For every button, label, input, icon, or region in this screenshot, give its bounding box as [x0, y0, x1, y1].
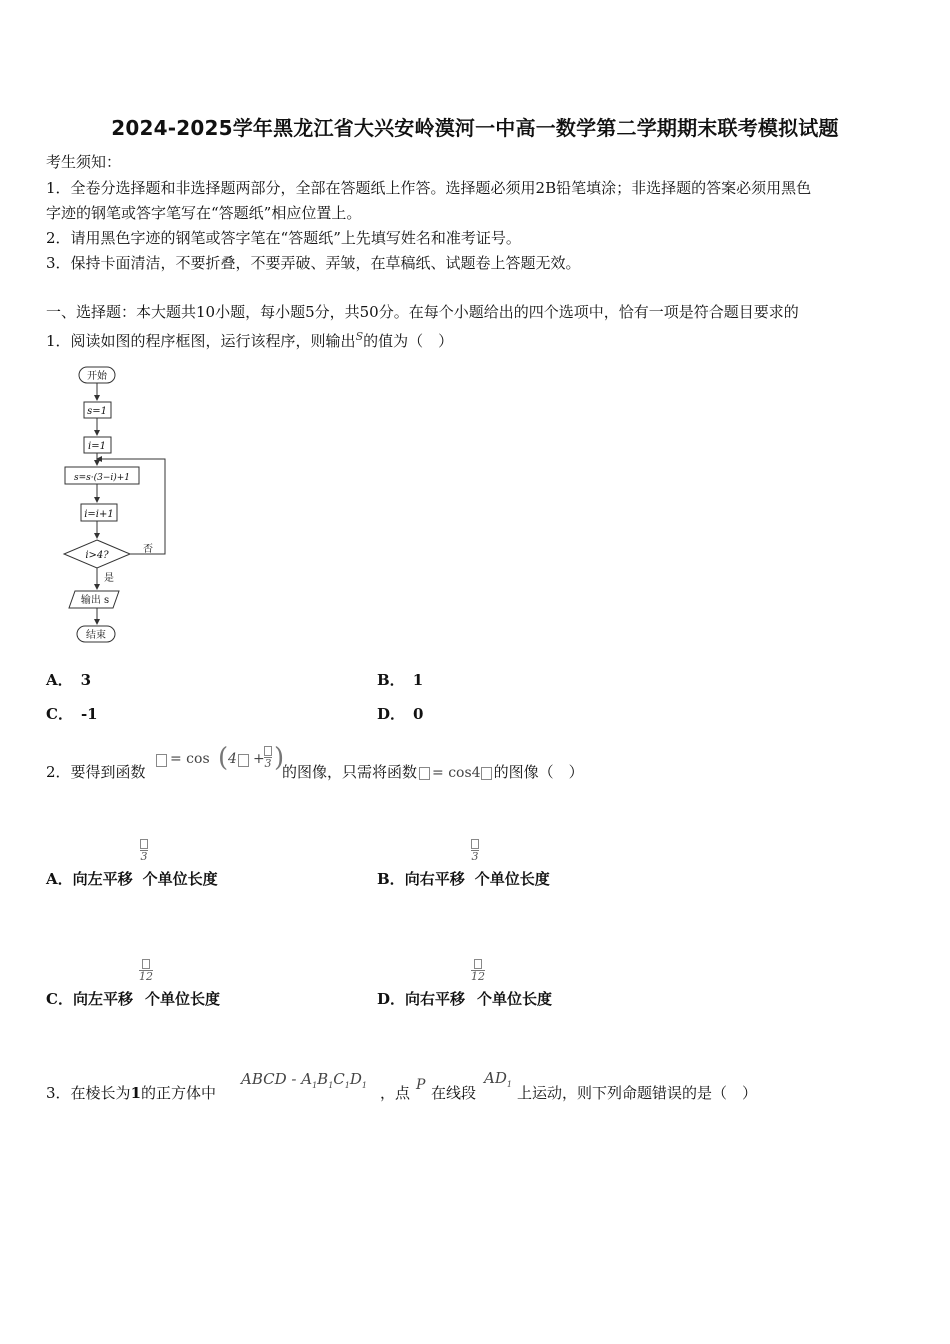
fraction-denominator: 3 — [471, 850, 479, 863]
notice-heading: 考生须知： — [46, 153, 122, 171]
fraction-denominator: 3 — [140, 850, 148, 863]
option-value: 0 — [413, 705, 424, 723]
question-2-cont — [282, 762, 584, 783]
question-text: ，点 — [380, 1084, 411, 1102]
question-3-cont — [431, 1083, 476, 1103]
fraction-pi-3 — [471, 838, 479, 863]
notice-item: 字迹的钢笔或答字笔写在“答题纸”相应位置上。 — [46, 204, 362, 222]
flow-output-label: 输出 s — [80, 595, 110, 606]
option-d[interactable] — [377, 988, 552, 1009]
question-3-cont — [380, 1083, 410, 1103]
question-number: 1． — [46, 332, 71, 350]
fraction-denominator: 12 — [139, 970, 153, 983]
subscript: 1 — [361, 1081, 367, 1090]
formula-text: = cos — [170, 751, 210, 767]
placeholder-glyph — [419, 767, 430, 780]
flow-start-label: 开始 — [87, 371, 107, 382]
flow-no-label: 否 — [143, 544, 153, 555]
notice-item: 3．保持卡面清洁，不要折叠，不要弄破、弄皱，在草稿纸、试题卷上答题无效。 — [46, 254, 581, 272]
flow-init-s-label: s=1 — [87, 406, 107, 417]
question-text: 1 — [130, 1084, 141, 1102]
formula-text: D — [349, 1070, 362, 1088]
placeholder-glyph — [481, 767, 492, 780]
flow-condition-label: i>4? — [85, 550, 109, 561]
question-3 — [46, 1083, 216, 1103]
formula-text: B — [317, 1070, 329, 1088]
placeholder-glyph — [238, 754, 249, 767]
fraction-pi-3 — [140, 838, 148, 863]
question-number: 2． — [46, 763, 71, 781]
option-value: -1 — [80, 705, 98, 723]
formula-text: + — [253, 751, 265, 767]
question-text: 的正方体中 — [141, 1084, 217, 1102]
question-text: 上运动，则下列命题错误的是（ ） — [517, 1084, 758, 1102]
formula-cube — [241, 1070, 367, 1090]
notice-item: 2．请用黑色字迹的钢笔或答字笔在“答题纸”上先填写姓名和准考证号。 — [46, 229, 521, 247]
option-label: C． — [46, 705, 73, 723]
question-text: 的图像，只需将函数 — [282, 763, 418, 781]
question-1 — [46, 327, 453, 351]
fraction-pi-12 — [471, 958, 485, 983]
option-text: 个单位长度 — [142, 870, 218, 888]
placeholder-glyph — [156, 754, 167, 767]
flow-increment-label: i=i+1 — [84, 509, 114, 520]
placeholder-glyph — [474, 959, 482, 969]
fraction-pi-12 — [139, 958, 153, 983]
formula-text: C — [333, 1070, 345, 1088]
question-text: 在棱长为 — [70, 1084, 131, 1102]
option-text: 向左平移 — [72, 990, 133, 1008]
option-d[interactable] — [377, 703, 423, 724]
variable-s: S — [355, 330, 364, 343]
option-value: 3 — [80, 671, 92, 689]
question-2 — [46, 762, 146, 782]
option-a[interactable] — [46, 669, 91, 690]
placeholder-glyph — [142, 959, 150, 969]
option-text: 个单位长度 — [474, 870, 550, 888]
option-label: A． — [46, 870, 73, 888]
option-text: 个单位长度 — [144, 990, 220, 1008]
formula-text: 4 — [228, 751, 237, 767]
page-title: 2024-2025学年黑龙江省大兴安岭漠河一中高一数学第二学期期末联考模拟试题 — [111, 116, 839, 140]
option-text: 向左平移 — [72, 870, 133, 888]
question-text: 的值为（ ） — [363, 332, 454, 350]
point-p: P — [416, 1077, 426, 1093]
fraction-denominator: 12 — [471, 970, 485, 983]
question-number: 3． — [46, 1084, 71, 1102]
flow-yes-label: 是 — [104, 573, 114, 584]
section-heading: 一、选择题：本大题共10小题，每小题5分，共50分。在每个小题给出的四个选项中，恰有一项是符合题目要求的 — [46, 303, 799, 321]
option-label: B． — [377, 671, 405, 689]
right-paren: ) — [274, 743, 285, 773]
fraction-denominator: 3 — [264, 757, 272, 770]
question-text: 的图像（ ） — [493, 763, 584, 781]
option-label: C． — [46, 990, 73, 1008]
option-text: 个单位长度 — [477, 990, 553, 1008]
option-c[interactable] — [46, 703, 98, 724]
option-a[interactable] — [46, 868, 218, 889]
formula-text: AD — [484, 1069, 507, 1087]
flowchart — [55, 362, 185, 652]
option-c[interactable] — [46, 988, 220, 1009]
left-paren: ( — [218, 743, 229, 773]
question-text: 阅读如图的程序框图，运行该程序，则输出 — [70, 332, 356, 350]
subscript: 1 — [312, 1081, 318, 1090]
option-label: B． — [377, 870, 405, 888]
option-b[interactable] — [377, 868, 550, 889]
formula-text: ABCD - A — [241, 1070, 313, 1088]
placeholder-glyph — [471, 839, 479, 849]
placeholder-glyph — [140, 839, 148, 849]
option-text: 向右平移 — [405, 990, 466, 1008]
segment-ad1 — [484, 1069, 512, 1089]
subscript: 1 — [328, 1081, 334, 1090]
subscript: 1 — [506, 1080, 512, 1089]
option-label: D． — [377, 990, 406, 1008]
flow-init-i-label: i=1 — [88, 441, 106, 452]
flow-update-label: s=s·(3−i)+1 — [73, 473, 131, 483]
fraction-pi-3 — [264, 745, 272, 770]
subscript: 1 — [344, 1081, 350, 1090]
option-label: A． — [46, 671, 73, 689]
formula-text: = cos4 — [432, 765, 481, 781]
option-text: 向右平移 — [404, 870, 465, 888]
question-text: 要得到函数 — [70, 763, 146, 781]
question-text: 在线段 — [431, 1084, 477, 1102]
placeholder-glyph — [264, 746, 272, 756]
question-3-cont — [517, 1083, 757, 1103]
flow-end-label: 结束 — [86, 630, 106, 641]
option-value: 1 — [412, 671, 424, 689]
option-b[interactable] — [377, 669, 423, 690]
notice-item: 1．全卷分选择题和非选择题两部分，全部在答题纸上作答。选择题必须用2B铅笔填涂；非选择题的答案必须用黑色 — [46, 179, 812, 197]
option-label: D． — [377, 705, 406, 723]
